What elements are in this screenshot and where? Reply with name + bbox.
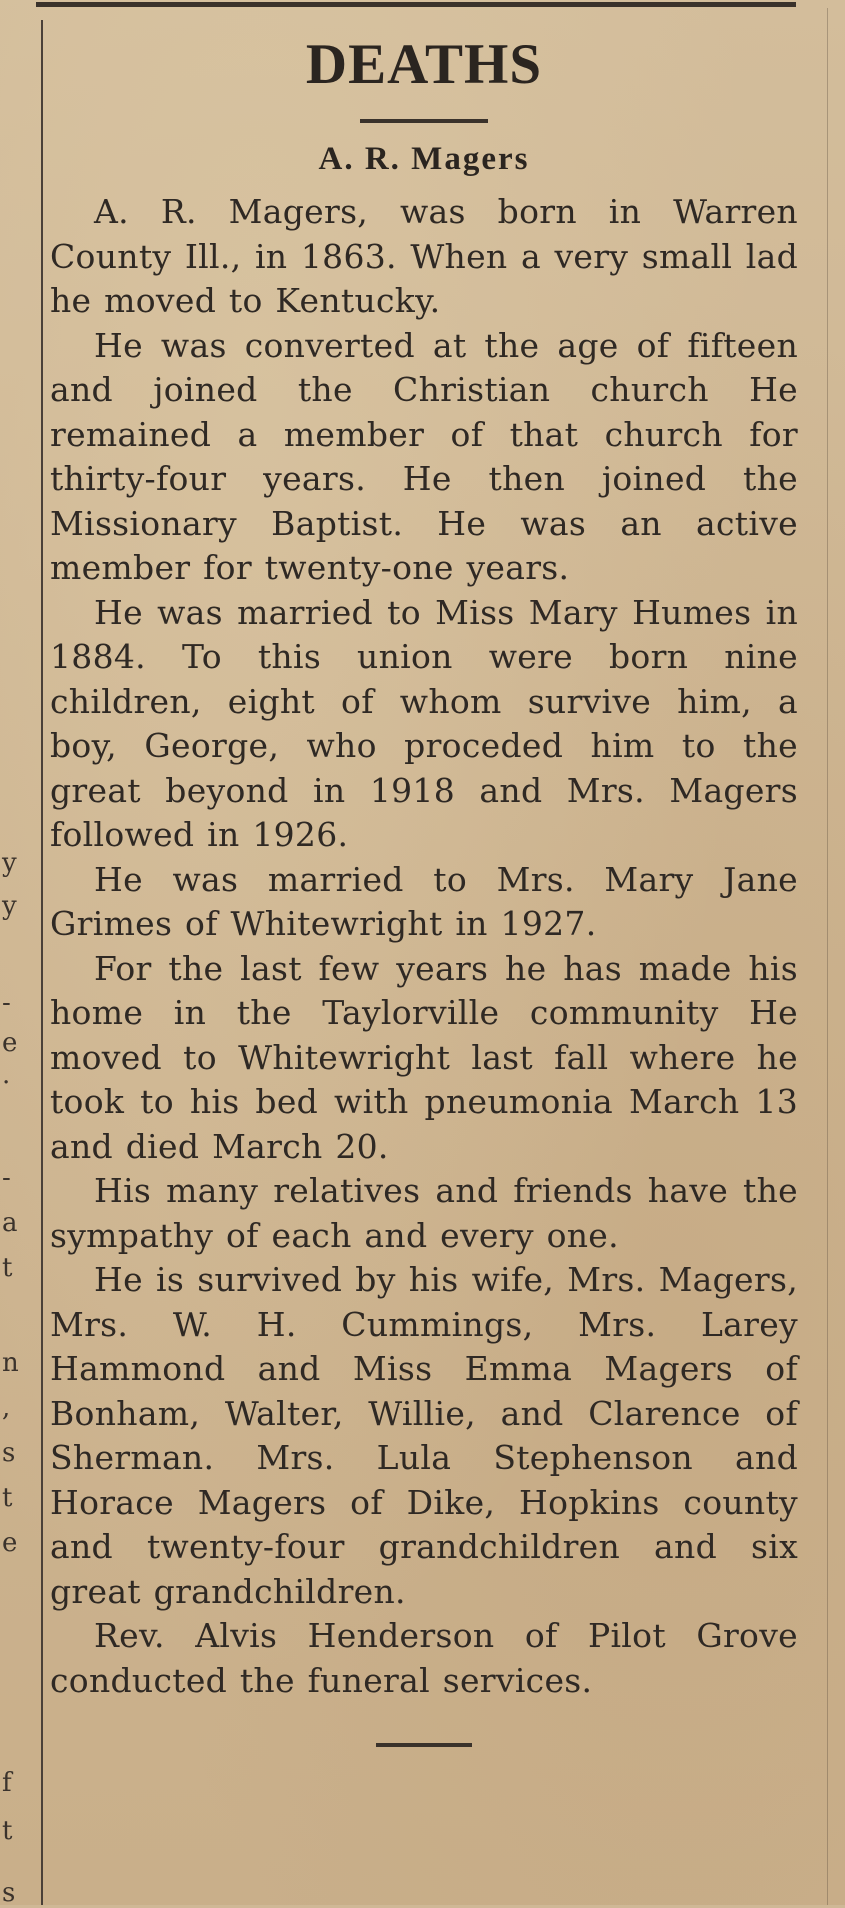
headline-divider — [360, 119, 488, 123]
margin-fragment: - — [2, 988, 11, 1018]
obituary-paragraph: He was married to Miss Mary Humes in 1884. To this union were born nine children, eight of whom survive him, a boy, George, who proceded him to the great beyond in 1918 and Mrs. Magers followed in 1926. — [50, 592, 798, 854]
margin-fragment: a — [2, 1208, 18, 1238]
margin-fragment: t — [2, 1816, 13, 1846]
end-divider — [376, 1743, 472, 1747]
margin-fragment: t — [2, 1253, 13, 1283]
obituary-paragraph: He was converted at the age of fifteen and joined the Christian church He remained a member of that church for thirty-four years. He then joined the Missionary Baptist. He was an active member for twenty-one years. — [50, 325, 798, 587]
margin-fragment: s — [2, 1438, 16, 1468]
margin-fragment: n — [2, 1348, 19, 1378]
column-divider-rule — [41, 20, 43, 1905]
margin-fragment: s — [2, 1878, 16, 1908]
top-column-rule — [36, 2, 796, 7]
margin-fragment: . — [2, 1060, 11, 1090]
margin-fragment: f — [2, 1768, 12, 1798]
margin-fragment: y — [2, 891, 17, 921]
obituary-paragraph: A. R. Magers, was born in Warren County Ill., in 1863. When a very small lad he moved to Kentucky. — [50, 192, 798, 320]
margin-fragment: t — [2, 1483, 13, 1513]
obituary-paragraph: His many relatives and friends have the sympathy of each and every one. — [50, 1171, 798, 1255]
obituary-paragraph: He is survived by his wife, Mrs. Magers, Mrs. W. H. Cummings, Mrs. Larey Hammond and Miss Emma Magers of Bonham, Walter, Willie, and Clarence of Sherman. Mrs. Lula Stephenson and Horace Magers of Dike, Hopkins county and twenty-four grandchildren and six great grandchildren. — [50, 1260, 798, 1611]
margin-fragment: e — [2, 1528, 18, 1558]
obituary-paragraph: He was married to Mrs. Mary Jane Grimes of Whitewright in 1927. — [50, 859, 798, 943]
margin-fragment: e — [2, 1028, 18, 1058]
obituary-paragraph: For the last few years he has made his home in the Taylorville community He moved to Whitewright last fall where he took to his bed with pneumonia March 13 and died March 20. — [50, 948, 798, 1166]
section-headline: DEATHS — [305, 33, 543, 96]
margin-fragment: , — [2, 1393, 11, 1423]
obituary-column — [50, 28, 798, 1747]
margin-fragment: - — [2, 1163, 11, 1193]
obituary-name: A. R. Magers — [318, 141, 530, 177]
obituary-paragraph: Rev. Alvis Henderson of Pilot Grove conducted the funeral services. — [50, 1616, 798, 1700]
margin-fragment: y — [2, 848, 17, 878]
right-edge-rule — [827, 8, 828, 1905]
